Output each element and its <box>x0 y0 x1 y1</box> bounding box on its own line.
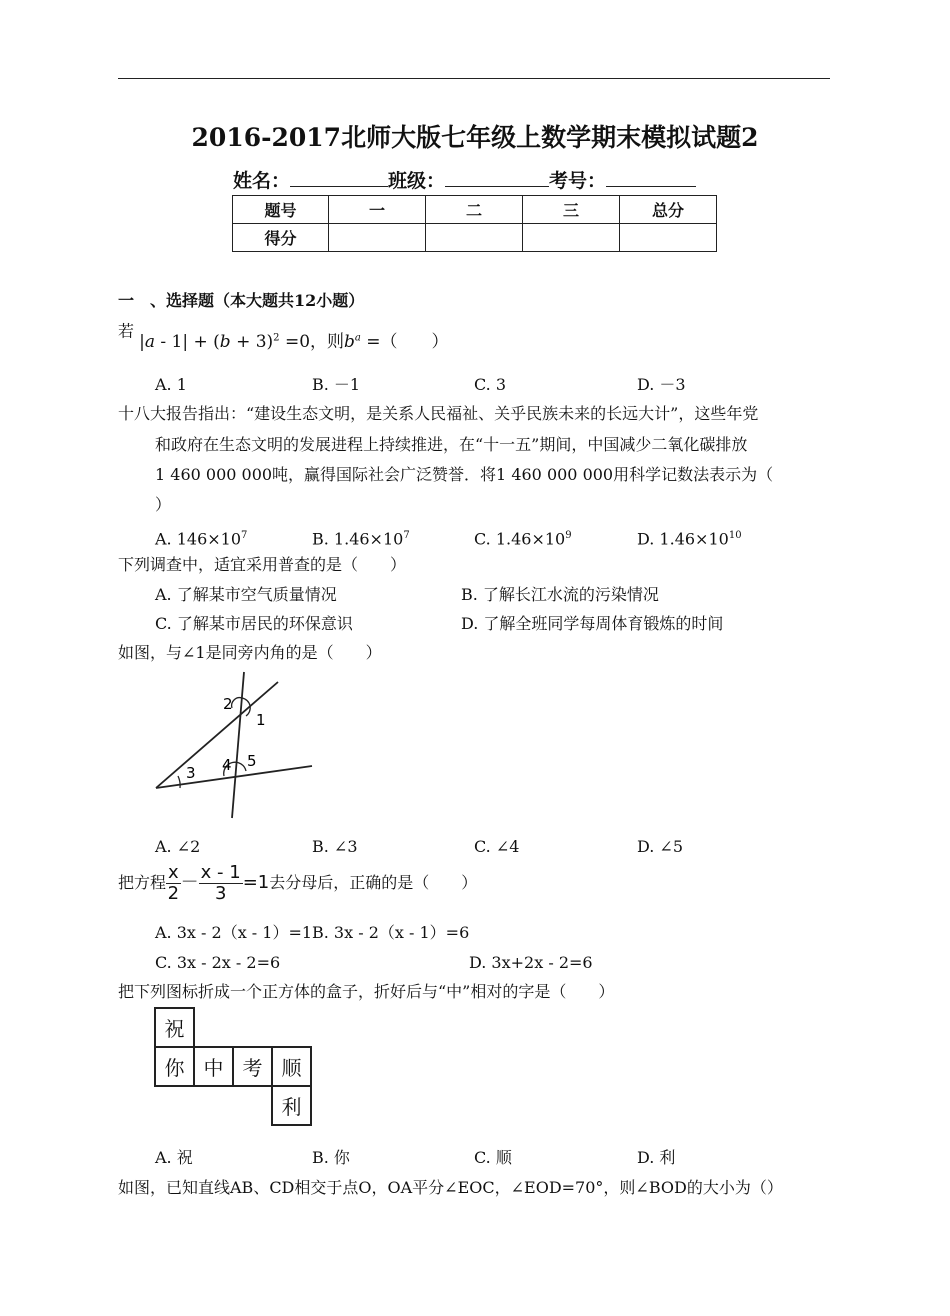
q2-line: 1 460 000 000吨，赢得国际社会广泛赞誉．将1 460 000 000用科学记数法表示为（ <box>155 465 774 484</box>
q6-stem: 把下列图标折成一个正方体的盒子，折好后与“中”相对的字是（ ） <box>118 982 615 1001</box>
net-cell: 你 <box>155 1047 194 1086</box>
score-header-row <box>233 196 717 224</box>
q4-stem: 如图，与∠1是同旁内角的是（ ） <box>118 643 382 662</box>
q6-option[interactable]: A. 祝 <box>155 1148 193 1167</box>
q5-option[interactable]: B. 3x - 2（x - 1）=6 <box>312 923 470 942</box>
q3-stem: 下列调查中，适宜采用普查的是（ ） <box>118 555 407 574</box>
score-cell[interactable] <box>523 224 620 252</box>
q4-angle-figure <box>150 668 315 823</box>
q2-line: 和政府在生态文明的发展进程上持续推进，在“十一五”期间，中国减少二氧化碳排放 <box>155 435 748 454</box>
q5-option[interactable]: D. 3x+2x - 2=6 <box>469 953 593 972</box>
q1-option[interactable]: B. －1 <box>312 375 361 394</box>
q1-option[interactable]: C. 3 <box>474 375 507 394</box>
transversal-line <box>156 682 278 788</box>
q7-stem: 如图，已知直线AB、CD相交于点O，OA平分∠EOC，∠EOD=70°，则∠BOD的大小为（） <box>118 1178 783 1197</box>
q2-option[interactable]: C. $1.46\times 10^9$ <box>474 529 572 549</box>
q3-option[interactable]: D. 了解全班同学每周体育锻炼的时间 <box>461 614 724 633</box>
net-cell: 中 <box>194 1047 233 1086</box>
q1-expression: $|a - 1| + (b + 3)^2 =0$，则$b^a$ =（ ） <box>139 331 449 352</box>
score-cell[interactable] <box>329 224 426 252</box>
net-cell: 祝 <box>155 1008 194 1047</box>
q4-option[interactable]: D. ∠5 <box>637 837 684 856</box>
angle-arc <box>178 776 180 788</box>
name-field[interactable] <box>290 168 388 187</box>
q2-line: 十八大报告指出：“建设生态文明，是关系人民福祉、关乎民族未来的长远大计”，这些年党 <box>118 404 759 423</box>
q2-line: ） <box>155 495 172 514</box>
net-cell: 考 <box>233 1047 272 1086</box>
score-row-label: 得分 <box>233 224 329 252</box>
q6-option[interactable]: C. 顺 <box>474 1148 512 1167</box>
exam-no-field[interactable] <box>606 168 696 187</box>
score-header-cell: 二 <box>426 196 523 224</box>
q2-option[interactable]: D. $1.46\times 10^{10}$ <box>637 529 742 549</box>
q6-option[interactable]: D. 利 <box>637 1148 676 1167</box>
score-header-cell: 三 <box>523 196 620 224</box>
q4-option[interactable]: C. ∠4 <box>474 837 520 856</box>
q5-fraction: $\frac{x - 1}{3}$ <box>200 862 241 904</box>
q2-option[interactable]: A. $146\times 10^7$ <box>155 529 248 549</box>
angle-label: 1 <box>256 711 266 729</box>
exam-no-label: 考号： <box>549 170 607 192</box>
angle-label: 5 <box>247 752 257 770</box>
name-label: 姓名： <box>233 170 291 192</box>
question-1: 若 $|a - 1| + (b + 3)^2 =0$，则$b^a$ =（ ） <box>118 321 449 352</box>
top-rule <box>118 78 830 79</box>
q5-option[interactable]: C. 3x - 2x - 2=6 <box>155 953 281 972</box>
q4-option[interactable]: B. ∠3 <box>312 837 358 856</box>
q5-fraction: $\frac{x}{2}$ <box>167 862 180 904</box>
page-title: 2016-2017北师大版七年级上数学期末模拟试题2 <box>191 123 759 152</box>
q3-option[interactable]: A. 了解某市空气质量情况 <box>155 585 337 604</box>
net-cell: 顺 <box>272 1047 311 1086</box>
score-header-cell: 总分 <box>620 196 717 224</box>
score-cell[interactable] <box>426 224 523 252</box>
q4-option[interactable]: A. ∠2 <box>155 837 201 856</box>
net-cell: 利 <box>272 1086 311 1125</box>
q5-option[interactable]: A. 3x - 2（x - 1）=1 <box>155 923 313 942</box>
score-table <box>232 195 717 252</box>
q3-option[interactable]: C. 了解某市居民的环保意识 <box>155 614 353 633</box>
section-heading: 一 、选择题（本大题共12小题） <box>118 291 365 310</box>
q1-option[interactable]: D. －3 <box>637 375 686 394</box>
angle-label: 4 <box>222 756 232 774</box>
class-label: 班级： <box>388 170 446 192</box>
angle-label: 3 <box>186 764 196 782</box>
student-info <box>233 166 696 193</box>
score-cell[interactable] <box>620 224 717 252</box>
q3-option[interactable]: B. 了解长江水流的污染情况 <box>461 585 659 604</box>
cross-line <box>232 672 244 818</box>
q1-option[interactable]: A. 1 <box>155 375 187 394</box>
score-value-row <box>233 224 717 252</box>
cube-net <box>154 1007 312 1126</box>
q6-option[interactable]: B. 你 <box>312 1148 350 1167</box>
score-header-cell: 题号 <box>233 196 329 224</box>
question-5: 把方程 $\frac{x}{2}$ － $\frac{x - 1}{3}$ =1去分母后，正确的是（ ） <box>118 862 478 904</box>
score-header-cell: 一 <box>329 196 426 224</box>
class-field[interactable] <box>445 168 549 187</box>
angle-label: 2 <box>223 695 233 713</box>
q2-option[interactable]: B. $1.46\times 10^7$ <box>312 529 410 549</box>
